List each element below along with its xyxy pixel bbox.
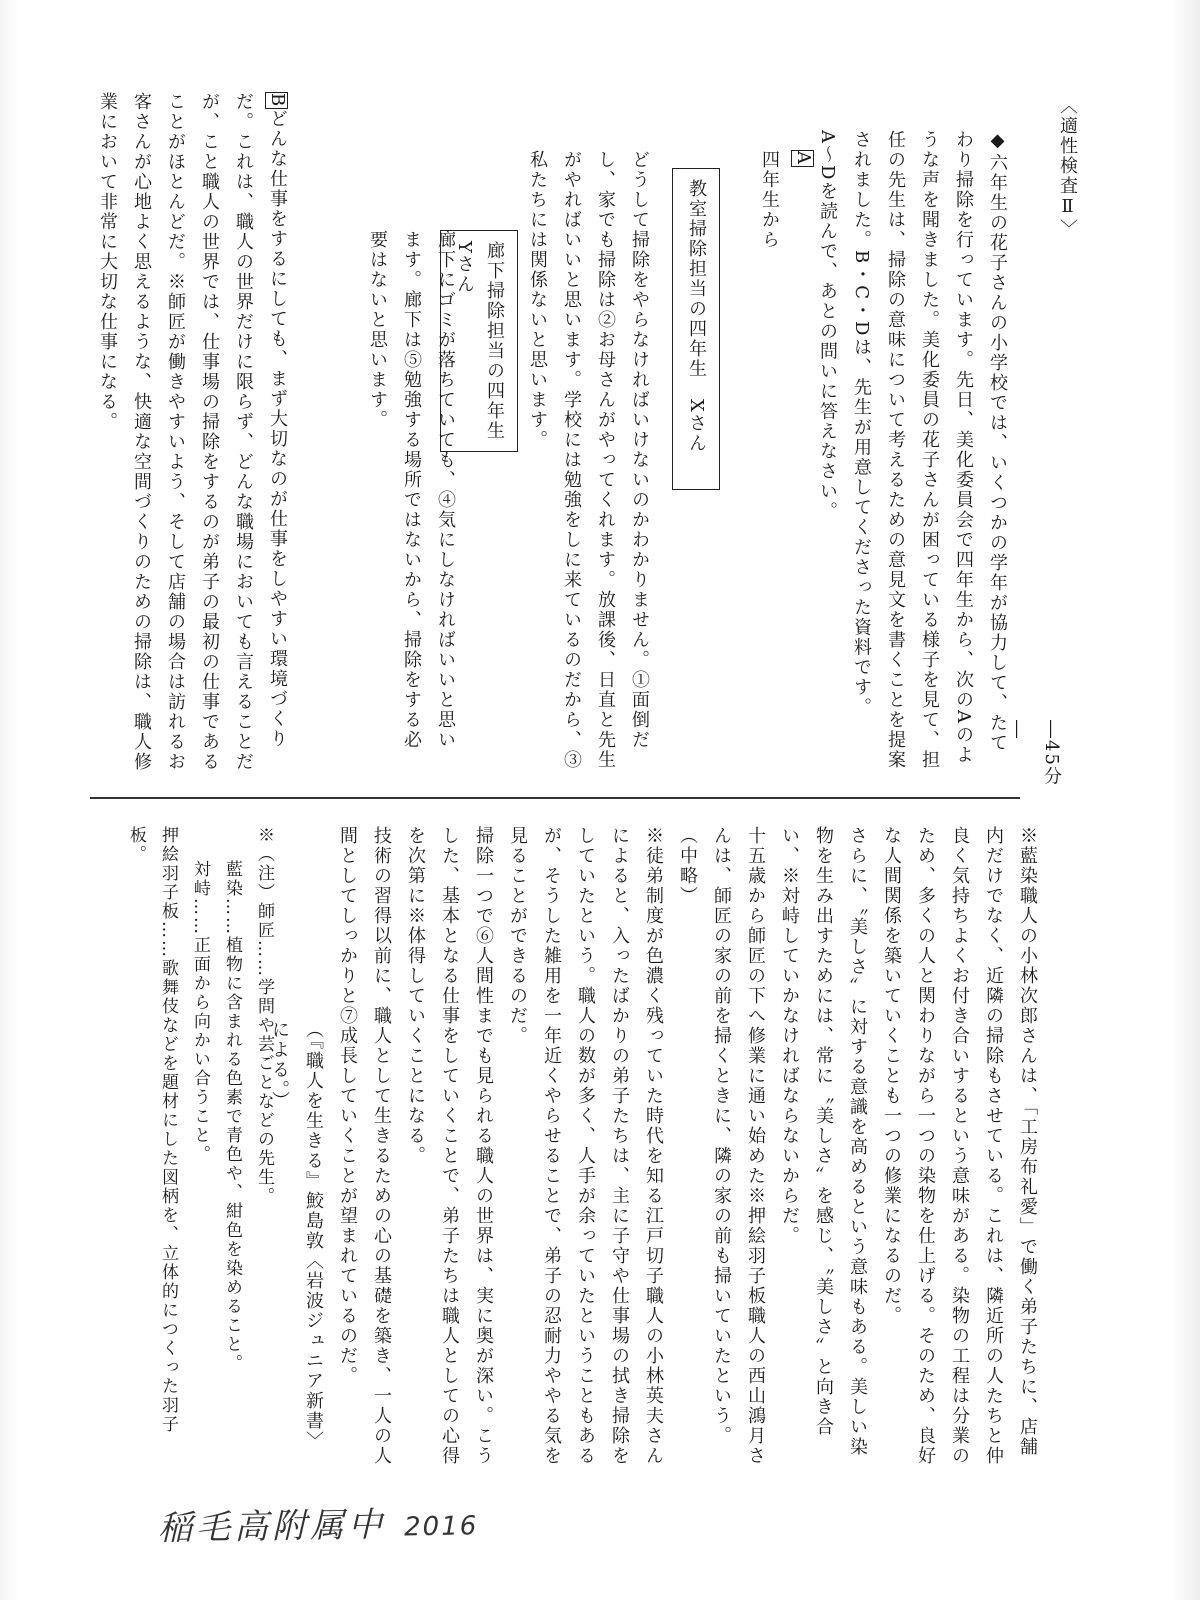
notes-block: [120, 826, 280, 1466]
y-student-box: 廊下掃除担当の四年生 Yさん: [440, 230, 518, 452]
intro-text: 六年生の花子さんの小学校では、いくつかの学年が協力して、たてわり掃除を行っています。先日、美化委員会で四年生から、次のAのような声を聞きました。美化委員の花子さんが困っている様子を見て、担任の先生は、掃除の意味について考えるための意見文を書くことを提案されました。B・C・Dは、先生が用意してくださった資料です。: [851, 130, 1008, 770]
time-limit: ―45分―: [1007, 720, 1062, 787]
section-a-from: 四年生から: [759, 150, 780, 250]
handwritten-school-note: [158, 1495, 479, 1550]
passage-paragraph-3: 十五歳から師匠の下へ修業に通い始めた※押絵羽子板職人の西山鴻月さんは、師匠の家の前を掃くときに、隣の家の前も掃いていたという。（中略）: [677, 826, 766, 1466]
section-a-label: A: [793, 151, 814, 166]
bottom-passage: [330, 826, 1044, 1466]
x-student-box: 教室掃除担当の四年生 Xさん: [672, 168, 720, 490]
section-a-header: [752, 150, 820, 350]
intro-block: [810, 130, 1014, 770]
section-b-label: B: [267, 93, 288, 109]
passage-paragraph-1: ※藍染職人の小林次郎さんは、「工房布礼愛」で働く弟子たちに、店舗内だけでなく、近隣の掃除もさせている。これは、隣近所の人たちと仲良く気持ちよくお付き合いするという意味がある。染物の工程は分業のため、多くの人と関わりながら一つの染物を仕上げる。そのため、良好な人間関係を築いていくことも一つの修業になるのだ。: [881, 826, 1038, 1466]
y-student-text: 廊下にゴミが落ちていても、④気にしなければいいと思います。廊下は⑤勉強する場所ではないから、掃除をする必要はないと思います。: [367, 230, 456, 750]
section-divider: [90, 797, 1020, 799]
passage-paragraph-5: 掃除一つで⑥人間性までも見られる職人の世界は、実に奥が深い。こうした、基本となる仕事をしていくことで、弟子たちは職人としての心得を次第に※体得していくことになる。: [405, 826, 494, 1466]
section-b-block: [90, 92, 294, 782]
passage-paragraph-4: ※徒弟制度が色濃く残っていた時代を知る江戸切子職人の小林英夫さんによると、入ったばかりの弟子たちは、主に子守や仕事場の拭き掃除をしていたという。職人の数が多く、人手が余っていたということもあるが、そうした雑用を一年近くやらせることで、弟子の忍耐力ややる気を見ることができるのだ。: [507, 826, 664, 1466]
passage-paragraph-2: さらに、〝美しさ〟に対する意識を高めるという意味もある。美しい染物を生み出すためには、常に〝美しさ〟を感じ、〝美しさ〟と向き合い、※対峙していかなければならないからだ。: [779, 826, 868, 1457]
x-student-text: どうして掃除をやらなければいけないのかわかりません。①面倒だし、家でも掃除は②お母さんがやってくれます。放課後、日直と先生がやればいいと思います。学校には勉強をしに来ているのだから、③私たちには関係ないと思います。: [527, 150, 650, 770]
source-citation: （『職人を生きる』鮫島敦〈岩波ジュニア新書〉による。）: [269, 1020, 324, 1451]
intro-instruction: A～Dを読んで、あとの問いに答えなさい。: [817, 130, 838, 522]
note-item: 藍染……植物に含まれる色素で青色や、紺色を染めること。: [222, 860, 242, 1373]
note-item: 対峙……正面から向かい合うこと。: [190, 860, 210, 1164]
note-heading: ※（注）師匠……学問や芸ごとなどの先生。: [254, 826, 274, 1206]
diamond-icon: ◆: [987, 130, 1008, 153]
test-title: 〈適性検査Ⅱ〉: [1057, 96, 1078, 239]
handwritten-year: 2016: [403, 1511, 479, 1543]
handwritten-school-name: 稲毛高附属中: [157, 1504, 387, 1549]
passage-paragraph-6: 技術の習得以前に、職人として生きるための心の基礎を築き、一人の人間としてしっかりと⑦成長していくことが望まれているのだ。: [337, 826, 392, 1466]
section-b-text: どんな仕事をするにしても、まず大切なのが仕事をしやすい環境づくりだ。これは、職人の世界だけに限らず、どんな職場においても言えることだが、こと職人の世界では、仕事場の掃除をするのが弟子の最初の仕事であることがほとんどだ。※師匠が働きやすいよう、そして店舗の場合は訪れるお客さんが心地よく思えるような、快適な空間づくりのための掃除は、職人修業において非常に大切な仕事になる。: [97, 92, 288, 772]
note-item: 押絵羽子板……歌舞伎などを題材にした図柄を、立体的につくった羽子板。: [126, 826, 178, 1434]
